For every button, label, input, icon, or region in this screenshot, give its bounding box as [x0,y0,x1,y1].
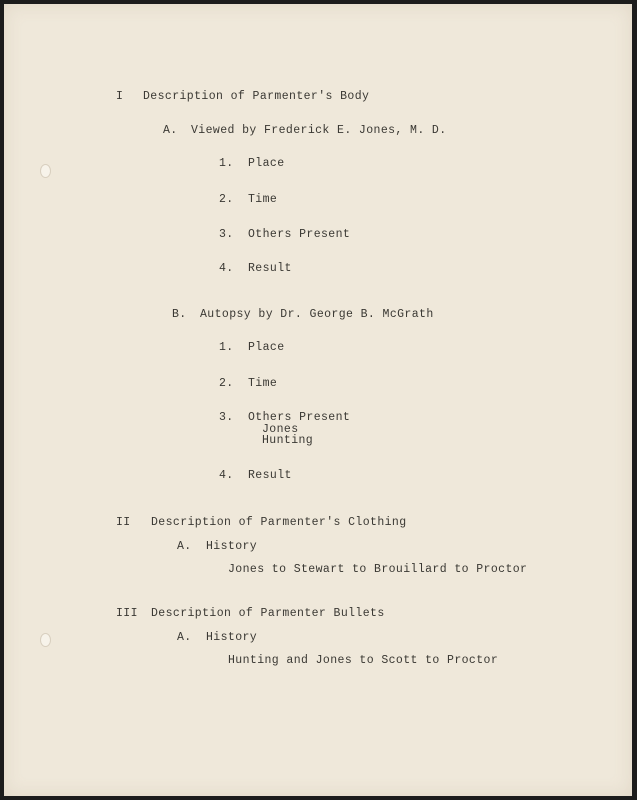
section-2-a-label: A. [177,540,192,553]
list-item-text: Result [248,469,292,482]
section-2-history-detail: Jones to Stewart to Brouillard to Proctor [228,563,528,576]
section-1-b-label: B. [172,308,187,321]
others-present-name: Jones [262,423,299,436]
list-item-number: 4. [219,262,234,275]
list-item-text: Others Present [248,228,351,241]
section-3-a-label: A. [177,631,192,644]
list-item-number: 4. [219,469,234,482]
list-item-number: 2. [219,377,234,390]
punch-hole [40,633,51,647]
section-3-title: Description of Parmenter Bullets [151,607,385,620]
list-item-text: Time [248,193,278,206]
section-2-title: Description of Parmenter's Clothing [151,516,407,529]
section-2-numeral: II [116,516,131,529]
paper-page [4,4,632,796]
list-item-text: Others Present [248,411,351,424]
punch-hole [40,164,51,178]
section-1-title: Description of Parmenter's Body [143,90,370,103]
list-item-text: Place [248,157,285,170]
list-item-number: 2. [219,193,234,206]
list-item-text: Result [248,262,292,275]
section-1-b-title: Autopsy by Dr. George B. McGrath [200,308,434,321]
list-item-text: Place [248,341,285,354]
section-1-a-label: A. [163,124,178,137]
list-item-text: Time [248,377,278,390]
section-3-history-detail: Hunting and Jones to Scott to Proctor [228,654,499,667]
section-1-a-title: Viewed by Frederick E. Jones, M. D. [191,124,447,137]
section-3-a-title: History [206,631,258,644]
list-item-number: 3. [219,411,234,424]
others-present-name: Hunting [262,434,314,447]
list-item-number: 1. [219,157,234,170]
list-item-number: 1. [219,341,234,354]
section-3-numeral: III [116,607,138,620]
section-2-a-title: History [206,540,258,553]
section-1-numeral: I [116,90,124,103]
list-item-number: 3. [219,228,234,241]
